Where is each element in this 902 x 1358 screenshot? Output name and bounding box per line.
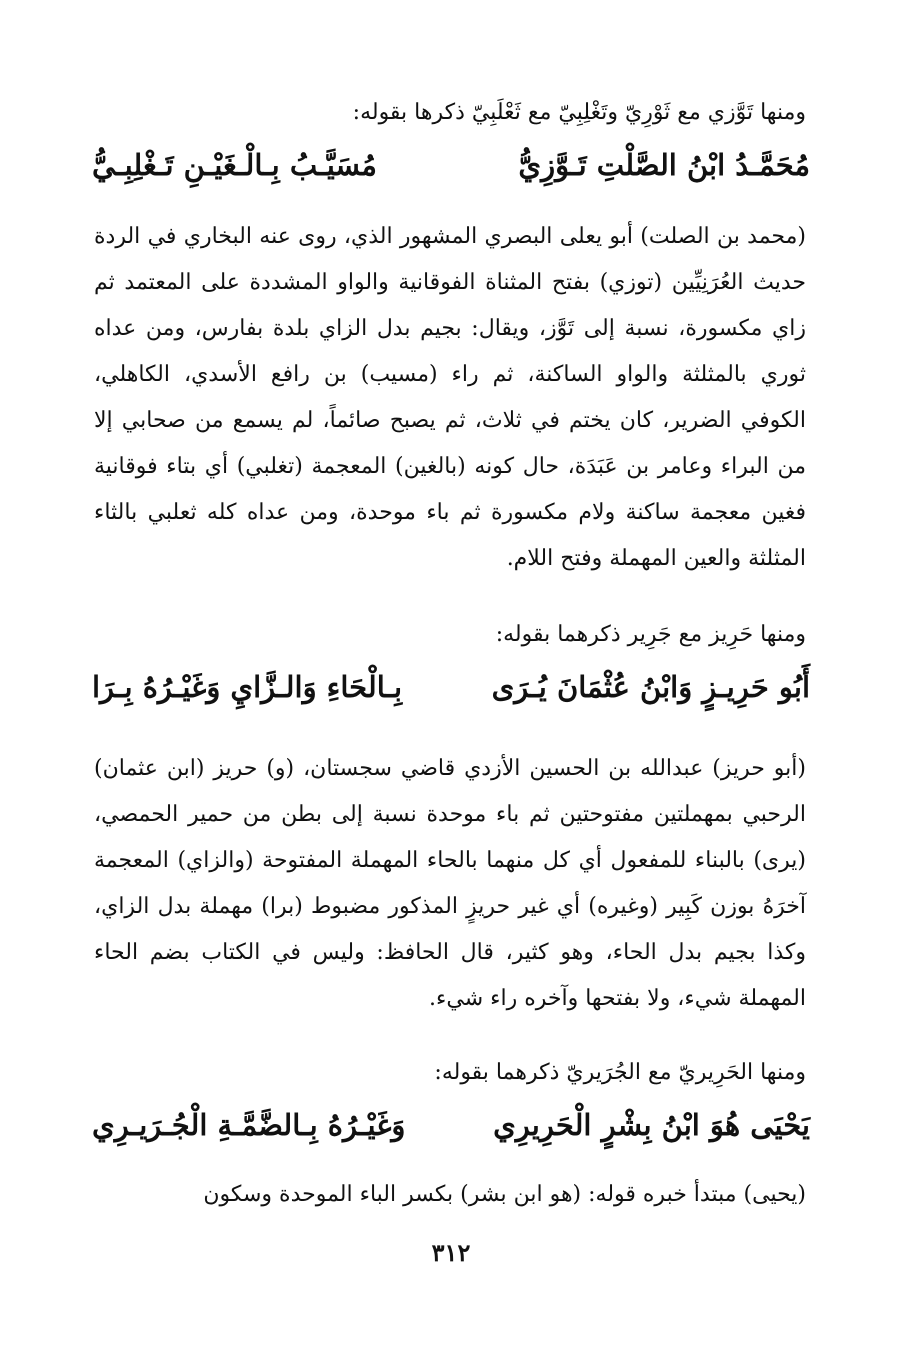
verse-3 — [92, 1108, 810, 1158]
page-number: ٣١٢ — [431, 1238, 471, 1267]
intro-line-3: ومنها الحَرِيريّ مع الجُرَيريّ ذكرهما بقوله: — [434, 1060, 806, 1085]
verse-2 — [92, 670, 810, 720]
verse-3-first-hemistich: يَحْيَى هُوَ ابْنُ بِشْرٍ الْحَرِيرِي — [493, 1108, 810, 1142]
intro-line-1: ومنها تَوَّزي مع ثَوْرِيّ وتَغْلِبِيّ مع ثَعْلَبِيّ ذكرها بقوله: — [352, 100, 806, 125]
verse-1-second-hemistich: مُسَيَّـبُ بِـالْـغَيْـنِ تَـغْلِبِـيُّ — [92, 148, 377, 182]
intro-line-2: ومنها حَرِيز مع جَرِير ذكرهما بقوله: — [495, 622, 806, 647]
verse-2-first-hemistich: أَبُو حَرِيـزٍ وَابْنُ عُثْمَانَ يُـرَى — [491, 670, 810, 704]
verse-1 — [92, 148, 810, 198]
commentary-paragraph-3: (يحيى) مبتدأ خبره قوله: (هو ابن بشر) بكسر الباء الموحدة وسكون — [203, 1182, 806, 1207]
verse-3-second-hemistich: وَغَيْـرُهُ بِـالضَّمَّـةِ الْجُـرَيـرِي — [92, 1108, 406, 1142]
commentary-paragraph-2: (أبو حريز) عبدالله بن الحسين الأزدي قاضي سجستان، (و) حريز (ابن عثمان) الرحبي بمهملتين مفتوحتين ثم باء موحدة نسبة إلى بطن من حمير الحمصي، (يرى) بالبناء للمفعول أي كل منهما بالحاء المهملة المفتوحة (والزاي) المعجمة آخرَهُ بوزن كَبِير (وغيره) أي غير حريزٍ المذكور مضبوط (برا) مهملة بدل الزاي، وكذا بجيم بدل الحاء، وهو كثير، قال الحافظ: وليس في الكتاب بضم الحاء المهملة شيء، ولا بفتحها وآخره راء شيء. — [94, 756, 806, 1011]
verse-2-second-hemistich: بِـالْحَاءِ وَالـزَّايِ وَغَيْـرُهُ بِـرَا — [92, 670, 403, 704]
commentary-paragraph-1: (محمد بن الصلت) أبو يعلى البصري المشهور الذي، روى عنه البخاري في الردة حديث العُرَنِيِّين (توزي) بفتح المثناة الفوقانية والواو المشددة على المعتمد ثم زاي مكسورة، نسبة إلى تَوَّز، ويقال: بجيم بدل الزاي بلدة بفارس، ومن عداه ثوري بالمثلثة والواو الساكنة، ثم راء (مسيب) بن رافع الأسدي، الكاهلي، الكوفي الضرير، كان يختم في ثلاث، ثم يصبح صائماً، لم يسمع من صحابي إلا من البراء وعامر بن عَبَدَة، حال كونه (بالغين) المعجمة (تغلبي) أي بتاء فوقانية فغين معجمة ساكنة ولام مكسورة ثم باء موحدة، ومن عداه كله ثعلبي بالثاء المثلثة والعين المهملة وفتح اللام. — [94, 224, 806, 571]
verse-1-first-hemistich: مُحَمَّـدُ ابْنُ الصَّلْتِ تَـوَّزِيُّ — [518, 148, 810, 182]
